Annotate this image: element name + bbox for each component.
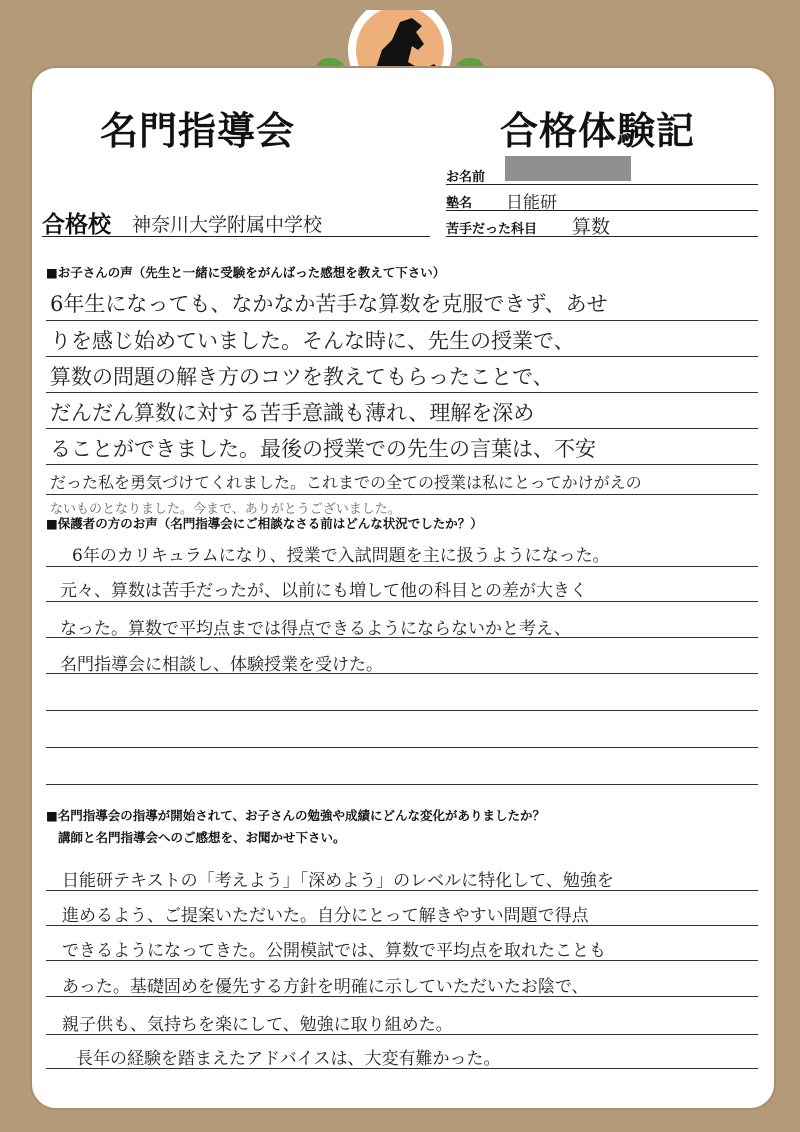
change-line-5: 親子供も、気持ちを楽にして、勉強に取り組めた。: [62, 1015, 453, 1035]
name-label: お名前: [446, 170, 486, 185]
rule: [46, 1034, 758, 1035]
subject-value: 算数: [572, 216, 611, 238]
guardian-line-2: 元々、算数は苦手だったが、以前にも増して他の科目との差が大きく: [60, 581, 587, 601]
section-child-title: ■お子さんの声（先生と一緒に受験をがんばった感想を教えて下さい）: [46, 265, 446, 280]
change-line-1: 日能研テキストの「考えよう」「深めよう」のレベルに特化して、勉強を: [62, 871, 614, 891]
change-line-2: 進めるよう、ご提案いただいた。自分にとって解きやすい問題で得点: [62, 906, 589, 926]
change-line-6: 長年の経験を踏まえたアドバイスは、大変有難かった。: [76, 1049, 501, 1069]
school-line: [42, 236, 430, 237]
subject-line: [446, 236, 758, 237]
redacted-name: [505, 156, 631, 181]
guardian-line-4: 名門指導会に相談し、体験授業を受けた。: [60, 655, 383, 675]
rule: [46, 710, 758, 711]
document-title: 合格体験記: [500, 108, 696, 153]
rule: [46, 392, 758, 393]
rule: [46, 784, 758, 785]
rule: [46, 356, 758, 357]
guardian-line-1: 6年のカリキュラムになり、授業で入試問題を主に扱うようになった。: [72, 546, 610, 566]
rule: [46, 428, 758, 429]
change-line-3: できるようになってきた。公開模試では、算数で平均点を取れたことも: [62, 941, 606, 961]
rule: [46, 320, 758, 321]
child-line-6: だった私を勇気づけてくれました。これまでの全ての授業は私にとってかけがえの: [50, 473, 642, 492]
section-change-subtitle: 講師と名門指導会へのご感想を、お聞かせ下さい。: [58, 830, 346, 845]
juku-label: 塾名: [446, 196, 473, 211]
section-change-title: ■名門指導会の指導が開始されて、お子さんの勉強や成績にどんな変化がありましたか？: [46, 808, 546, 823]
rule: [46, 996, 758, 997]
name-line: [446, 184, 758, 185]
child-line-5: ることができました。最後の授業での先生の言葉は、不安: [50, 437, 596, 461]
rule: [46, 960, 758, 961]
rule: [46, 601, 758, 602]
section-guardian-title: ■保護者の方のお声（名門指導会にご相談なさる前はどんな状況でしたか？）: [46, 516, 483, 531]
rule: [46, 673, 758, 674]
child-line-2: りを感じ始めていました。そんな時に、先生の授業で、: [50, 329, 575, 353]
subject-label: 苦手だった科目: [446, 222, 538, 237]
guardian-line-3: なった。算数で平均点までは得点できるようにならないかと考え、: [60, 619, 572, 639]
rule: [46, 925, 758, 926]
school-label: 合格校: [42, 211, 111, 238]
change-line-4: あった。基礎固めを優先する方針を明確に示していただいたお陰で、: [62, 977, 589, 997]
school-value: 神奈川大学附属中学校: [132, 214, 323, 236]
rule: [46, 494, 758, 495]
rule: [46, 464, 758, 465]
juku-line: [446, 210, 758, 211]
rule: [46, 890, 758, 891]
child-line-3: 算数の問題の解き方のコツを教えてもらったことで、: [50, 365, 554, 389]
juku-value: 日能研: [506, 193, 557, 213]
child-line-4: だんだん算数に対する苦手意識も薄れ、理解を深め: [50, 401, 535, 425]
rule: [46, 1068, 758, 1069]
rule: [46, 747, 758, 748]
child-line-1: 6年生になっても、なかなか苦手な算数を克服できず、あせ: [50, 292, 608, 316]
rule: [46, 566, 758, 567]
child-line-7: ないものとなりました。今まで、ありがとうございました。: [50, 502, 401, 517]
company-title: 名門指導会: [100, 108, 296, 153]
rule: [46, 637, 758, 638]
